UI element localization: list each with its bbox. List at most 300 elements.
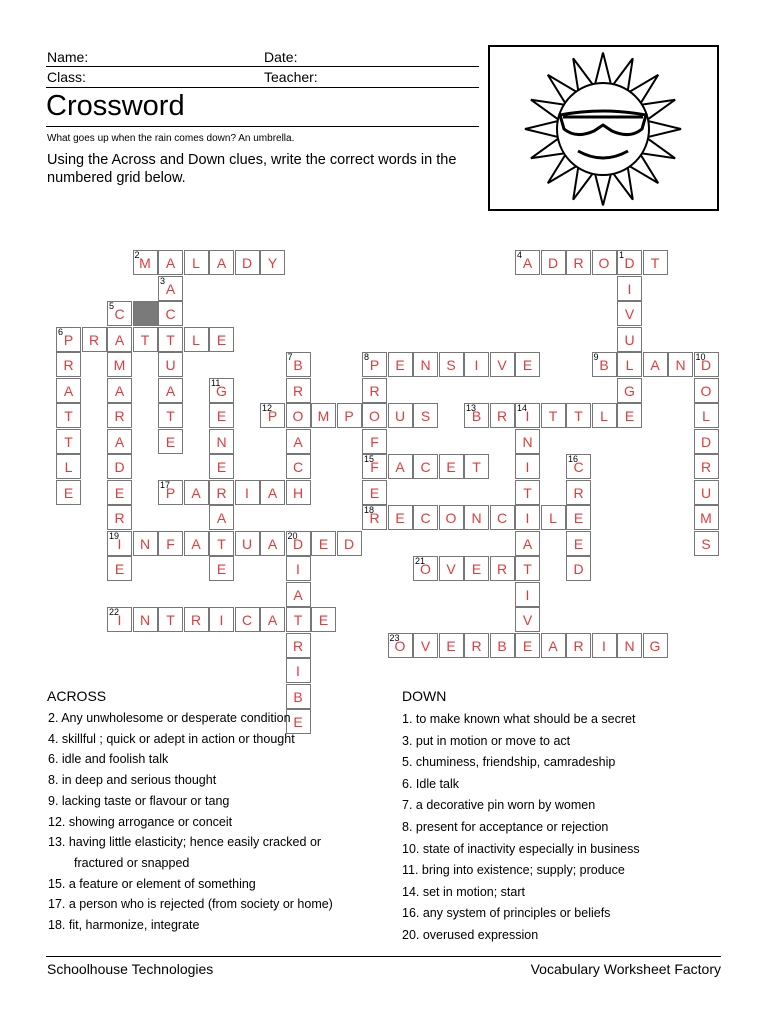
answer-letter: T [140, 331, 150, 348]
grid-cell[interactable] [235, 250, 260, 275]
answer-letter: E [395, 510, 405, 526]
answer-letter: O [598, 255, 610, 271]
clue-item: 10. state of inactivity especially in business [402, 841, 640, 856]
grid-cell[interactable] [439, 556, 464, 581]
clue-number: 5 [109, 301, 115, 311]
grid-cell[interactable] [515, 454, 540, 479]
answer-letter: V [420, 637, 431, 654]
clue-number: 9 [593, 352, 599, 362]
grid-cell[interactable] [107, 327, 132, 352]
grid-cell[interactable] [260, 403, 285, 428]
answer-letter: E [216, 331, 227, 348]
grid-cell[interactable] [464, 352, 489, 377]
grid-cell[interactable] [694, 505, 719, 530]
answer-letter: A [114, 433, 125, 450]
clue-item: 4. skillful ; quick or adept in action or thought [48, 731, 295, 746]
grid-cell[interactable] [158, 352, 183, 377]
answer-letter: T [64, 433, 73, 450]
answer-letter: A [650, 357, 660, 373]
grid-cell[interactable] [541, 505, 566, 530]
grid-cell[interactable] [286, 684, 311, 709]
footer-product: Vocabulary Worksheet Factory [530, 961, 721, 977]
grid-cell[interactable] [388, 403, 413, 428]
shaded-grid-cell [133, 301, 158, 326]
grid-cell[interactable] [158, 429, 183, 454]
grid-cell[interactable] [235, 480, 260, 505]
grid-cell[interactable] [286, 378, 311, 403]
grid-cell[interactable] [107, 403, 132, 428]
grid-cell[interactable] [56, 378, 81, 403]
grid-cell[interactable] [158, 301, 183, 326]
answer-letter: T [166, 612, 175, 628]
grid-cell[interactable] [362, 352, 387, 377]
class-label: Class: [47, 69, 86, 85]
answer-letter: R [471, 637, 482, 654]
answer-letter: N [139, 535, 151, 552]
grid-cell[interactable] [133, 250, 158, 275]
grid-cell[interactable] [107, 505, 132, 530]
grid-cell[interactable] [56, 352, 81, 377]
grid-cell[interactable] [260, 607, 285, 632]
grid-cell[interactable] [362, 403, 387, 428]
grid-cell[interactable] [490, 505, 515, 530]
grid-cell[interactable] [235, 531, 260, 556]
grid-cell[interactable] [592, 250, 617, 275]
grid-cell[interactable] [362, 454, 387, 479]
answer-letter: D [700, 433, 712, 450]
grid-cell[interactable] [566, 505, 591, 530]
answer-letter: M [700, 510, 712, 526]
grid-cell[interactable] [209, 250, 234, 275]
grid-cell[interactable] [515, 582, 540, 607]
answer-letter: P [165, 484, 176, 501]
grid-cell[interactable] [209, 327, 234, 352]
grid-cell[interactable] [439, 633, 464, 658]
grid-cell[interactable] [515, 403, 540, 428]
clue-item: 20. overused expression [402, 928, 539, 942]
page-title: Crossword [46, 90, 185, 122]
answer-letter: D [292, 535, 304, 552]
grid-cell[interactable] [464, 505, 489, 530]
grid-cell[interactable] [184, 531, 209, 556]
clue-number: 20 [287, 530, 298, 541]
clue-number: 10 [695, 352, 706, 362]
answer-letter: O [420, 561, 431, 577]
answer-letter: V [446, 561, 456, 577]
grid-cell[interactable] [362, 429, 387, 454]
grid-cell[interactable] [592, 633, 617, 658]
answer-letter: E [522, 637, 533, 654]
clue-number: 8 [364, 352, 370, 362]
footer-divider [46, 956, 721, 957]
clue-number: 11 [211, 377, 221, 388]
grid-cell[interactable] [566, 531, 591, 556]
clue-item: 2. Any unwholesome or desperate condition [48, 711, 291, 725]
clue-number: 23 [389, 632, 400, 643]
grid-cell[interactable] [490, 403, 515, 428]
answer-letter: M [139, 255, 151, 271]
grid-cell[interactable] [617, 378, 642, 403]
date-label: Date: [264, 49, 298, 65]
answer-letter: I [627, 280, 632, 297]
grid-cell[interactable] [260, 480, 285, 505]
answer-letter: U [165, 357, 176, 373]
answer-letter: S [701, 535, 711, 552]
grid-cell[interactable] [388, 454, 413, 479]
grid-cell[interactable] [413, 352, 438, 377]
grid-cell[interactable] [107, 352, 132, 377]
answer-letter: F [370, 433, 379, 450]
grid-cell[interactable] [388, 505, 413, 530]
answer-letter: O [700, 382, 712, 399]
grid-cell[interactable] [694, 480, 719, 505]
grid-cell[interactable] [668, 352, 693, 377]
grid-cell[interactable] [209, 556, 234, 581]
grid-cell[interactable] [541, 403, 566, 428]
answer-letter: D [114, 459, 125, 475]
grid-cell[interactable] [107, 301, 132, 326]
down-clue-list [402, 712, 722, 947]
grid-cell[interactable] [286, 658, 311, 683]
answer-letter: I [117, 612, 122, 628]
grid-cell[interactable] [592, 403, 617, 428]
grid-cell[interactable] [617, 301, 642, 326]
answer-letter: R [114, 510, 125, 526]
grid-cell[interactable] [311, 403, 336, 428]
grid-cell[interactable] [209, 403, 234, 428]
grid-cell[interactable] [107, 480, 132, 505]
grid-cell[interactable] [694, 352, 719, 377]
grid-cell[interactable] [439, 505, 464, 530]
grid-cell[interactable] [107, 429, 132, 454]
answer-letter: A [293, 586, 303, 603]
grid-cell[interactable] [617, 352, 642, 377]
grid-cell[interactable] [133, 327, 158, 352]
answer-letter: T [166, 408, 175, 424]
answer-letter: C [241, 612, 253, 628]
answer-letter: M [317, 408, 330, 424]
grid-cell[interactable] [413, 454, 438, 479]
clue-number: 6 [58, 326, 64, 337]
answer-letter: G [649, 637, 661, 654]
answer-letter: E [293, 714, 303, 730]
grid-cell[interactable] [439, 454, 464, 479]
grid-cell[interactable] [388, 352, 413, 377]
answer-letter: I [296, 663, 300, 679]
grid-cell[interactable] [209, 480, 234, 505]
grid-cell[interactable] [515, 505, 540, 530]
grid-cell[interactable] [617, 633, 642, 658]
answer-letter: N [420, 357, 431, 373]
answer-letter: A [548, 637, 558, 654]
clue-item: 6. Idle talk [402, 776, 459, 791]
clue-item: 13. having little elasticity; hence easily cracked or [48, 835, 322, 850]
answer-letter: A [191, 484, 201, 501]
grid-cell[interactable] [133, 531, 158, 556]
answer-letter: D [547, 255, 559, 271]
grid-cell[interactable] [541, 250, 566, 275]
answer-letter: C [420, 459, 431, 475]
clue-number: 15 [364, 454, 375, 464]
grid-cell[interactable] [515, 352, 540, 377]
clue-item: 17. a person who is rejected (from society or home) [48, 897, 333, 912]
grid-cell[interactable] [413, 403, 438, 428]
grid-cell[interactable] [286, 582, 311, 607]
clue-item: 9. lacking taste or flavour or tang [48, 793, 230, 808]
grid-cell[interactable] [184, 607, 209, 632]
clue-number: 16 [568, 454, 579, 464]
answer-letter: E [573, 535, 584, 552]
grid-cell[interactable] [566, 403, 591, 428]
clue-number: 19 [109, 530, 120, 541]
answer-letter: I [245, 484, 249, 501]
answer-letter: E [369, 484, 380, 501]
answer-letter: I [525, 408, 530, 424]
grid-cell[interactable] [617, 403, 642, 428]
grid-cell[interactable] [617, 276, 642, 301]
grid-cell[interactable] [643, 633, 668, 658]
answer-letter: R [63, 357, 74, 373]
answer-letter: L [192, 331, 200, 348]
grid-cell[interactable] [515, 633, 540, 658]
grid-cell[interactable] [388, 633, 413, 658]
grid-cell[interactable] [413, 633, 438, 658]
answer-letter: T [217, 535, 226, 552]
answer-letter: V [624, 306, 635, 322]
answer-letter: E [522, 357, 533, 373]
grid-cell[interactable] [464, 454, 489, 479]
grid-cell[interactable] [643, 352, 668, 377]
grid-cell[interactable] [158, 531, 183, 556]
grid-cell[interactable] [56, 454, 81, 479]
answer-letter: E [318, 535, 329, 552]
grid-cell[interactable] [337, 531, 362, 556]
grid-cell[interactable] [566, 556, 591, 581]
grid-cell[interactable] [286, 429, 311, 454]
grid-cell[interactable] [56, 403, 81, 428]
answer-letter: T [166, 331, 175, 348]
grid-cell[interactable] [362, 480, 387, 505]
grid-cell[interactable] [490, 556, 515, 581]
answer-letter: R [573, 637, 584, 654]
grid-cell[interactable] [107, 454, 132, 479]
answer-letter: D [624, 255, 635, 271]
answer-letter: L [702, 408, 710, 424]
grid-cell[interactable] [413, 505, 438, 530]
grid-cell[interactable] [209, 429, 234, 454]
answer-letter: C [573, 459, 584, 475]
grid-cell[interactable] [107, 378, 132, 403]
grid-cell[interactable] [515, 607, 540, 632]
answer-letter: C [114, 306, 125, 322]
grid-cell[interactable] [235, 607, 260, 632]
grid-cell[interactable] [260, 531, 285, 556]
clue-item: 15. a feature or element of something [48, 876, 256, 891]
grid-cell[interactable] [694, 403, 719, 428]
grid-cell[interactable] [566, 480, 591, 505]
grid-cell[interactable] [209, 505, 234, 530]
grid-cell[interactable] [158, 403, 183, 428]
answer-letter: L [600, 408, 608, 424]
grid-cell[interactable] [56, 480, 81, 505]
answer-letter: N [675, 357, 686, 373]
grid-cell[interactable] [694, 378, 719, 403]
grid-cell[interactable] [209, 454, 234, 479]
grid-cell[interactable] [286, 531, 311, 556]
grid-cell[interactable] [439, 352, 464, 377]
grid-cell[interactable] [515, 556, 540, 581]
grid-cell[interactable] [515, 480, 540, 505]
grid-cell[interactable] [617, 250, 642, 275]
clue-number: 2 [134, 250, 140, 260]
answer-letter: N [522, 433, 533, 450]
clue-item: 11. bring into existence; supply; produce [402, 863, 625, 878]
clue-item: 8. in deep and serious thought [48, 773, 217, 788]
answer-letter: A [267, 535, 278, 552]
grid-cell[interactable] [286, 480, 311, 505]
grid-cell[interactable] [107, 607, 132, 632]
grid-cell[interactable] [286, 556, 311, 581]
answer-letter: I [602, 637, 606, 654]
clue-number: 21 [415, 556, 426, 566]
grid-cell[interactable] [311, 531, 336, 556]
grid-cell[interactable] [286, 454, 311, 479]
grid-cell[interactable] [133, 607, 158, 632]
grid-cell[interactable] [311, 607, 336, 632]
answer-letter: A [293, 433, 303, 450]
answer-letter: B [293, 357, 303, 373]
grid-cell[interactable] [515, 531, 540, 556]
answer-letter: H [292, 484, 304, 501]
answer-letter: R [292, 637, 304, 654]
answer-letter: R [190, 612, 202, 628]
answer-letter: O [394, 637, 406, 654]
grid-cell[interactable] [107, 531, 132, 556]
grid-cell[interactable] [56, 429, 81, 454]
grid-cell[interactable] [286, 607, 311, 632]
grid-cell[interactable] [694, 429, 719, 454]
answer-letter: N [216, 433, 227, 450]
grid-cell[interactable] [541, 633, 566, 658]
answer-letter: U [241, 535, 253, 552]
answer-letter: I [474, 357, 479, 373]
answer-letter: R [496, 408, 508, 424]
answer-letter: P [369, 357, 380, 373]
grid-cell[interactable] [184, 327, 209, 352]
grid-cell[interactable] [82, 327, 107, 352]
grid-cell[interactable] [490, 633, 515, 658]
clue-number: 7 [287, 352, 293, 362]
answer-letter: T [574, 408, 583, 424]
grid-cell[interactable] [209, 607, 234, 632]
grid-cell[interactable] [184, 250, 209, 275]
across-heading: ACROSS [47, 688, 107, 704]
answer-letter: U [624, 331, 635, 348]
answer-letter: T [523, 484, 532, 501]
grid-cell[interactable] [56, 327, 81, 352]
clue-number: 4 [517, 250, 523, 260]
answer-letter: P [344, 408, 354, 424]
grid-cell[interactable] [643, 250, 668, 275]
grid-cell[interactable] [286, 403, 311, 428]
answer-letter: R [88, 331, 100, 348]
grid-cell[interactable] [413, 556, 438, 581]
grid-cell[interactable] [209, 378, 234, 403]
grid-cell[interactable] [694, 531, 719, 556]
grid-cell[interactable] [592, 352, 617, 377]
answer-letter: E [63, 484, 74, 501]
grid-cell[interactable] [694, 454, 719, 479]
footer-publisher: Schoolhouse Technologies [47, 961, 214, 977]
answer-letter: R [292, 382, 304, 399]
grid-cell[interactable] [617, 327, 642, 352]
grid-cell[interactable] [566, 454, 591, 479]
grid-cell[interactable] [209, 531, 234, 556]
grid-cell[interactable] [158, 250, 183, 275]
grid-cell[interactable] [566, 250, 591, 275]
answer-letter: M [113, 357, 126, 373]
grid-cell[interactable] [464, 633, 489, 658]
grid-cell[interactable] [158, 276, 183, 301]
answer-letter: A [165, 382, 176, 399]
grid-cell[interactable] [464, 403, 489, 428]
grid-cell[interactable] [184, 480, 209, 505]
answer-letter: T [472, 459, 481, 475]
answer-letter: B [293, 688, 303, 705]
clue-item: 8. present for acceptance or rejection [402, 820, 609, 834]
answer-letter: I [525, 510, 530, 526]
grid-cell[interactable] [286, 633, 311, 658]
answer-letter: A [114, 331, 125, 348]
teacher-label: Teacher: [264, 69, 318, 85]
across-clue-list [48, 711, 388, 941]
answer-letter: F [370, 459, 379, 475]
answer-letter: A [63, 382, 74, 399]
grid-cell[interactable] [337, 403, 362, 428]
grid-cell[interactable] [107, 556, 132, 581]
grid-cell[interactable] [490, 352, 515, 377]
grid-cell[interactable] [362, 505, 387, 530]
grid-cell[interactable] [566, 633, 591, 658]
answer-letter: D [700, 357, 712, 373]
grid-cell[interactable] [158, 378, 183, 403]
grid-cell[interactable] [286, 352, 311, 377]
answer-letter: P [63, 331, 74, 348]
answer-letter: I [525, 586, 530, 603]
answer-letter: G [216, 382, 227, 399]
grid-cell[interactable] [158, 327, 183, 352]
clue-item: 12. showing arrogance or conceit [48, 814, 233, 829]
answer-letter: O [445, 510, 457, 526]
grid-cell[interactable] [515, 429, 540, 454]
answer-letter: R [216, 484, 227, 501]
grid-cell[interactable] [515, 250, 540, 275]
answer-letter: E [216, 459, 227, 475]
answer-letter: N [624, 637, 635, 654]
grid-cell[interactable] [260, 250, 285, 275]
grid-cell[interactable] [362, 378, 387, 403]
answer-letter: A [267, 612, 278, 628]
answer-letter: E [114, 561, 125, 577]
grid-cell[interactable] [158, 480, 183, 505]
grid-cell[interactable] [464, 556, 489, 581]
answer-letter: A [165, 255, 176, 271]
down-heading: DOWN [402, 688, 447, 704]
answer-letter: E [471, 561, 482, 577]
grid-cell[interactable] [158, 607, 183, 632]
answer-letter: D [343, 535, 355, 552]
answer-letter: B [471, 408, 482, 424]
